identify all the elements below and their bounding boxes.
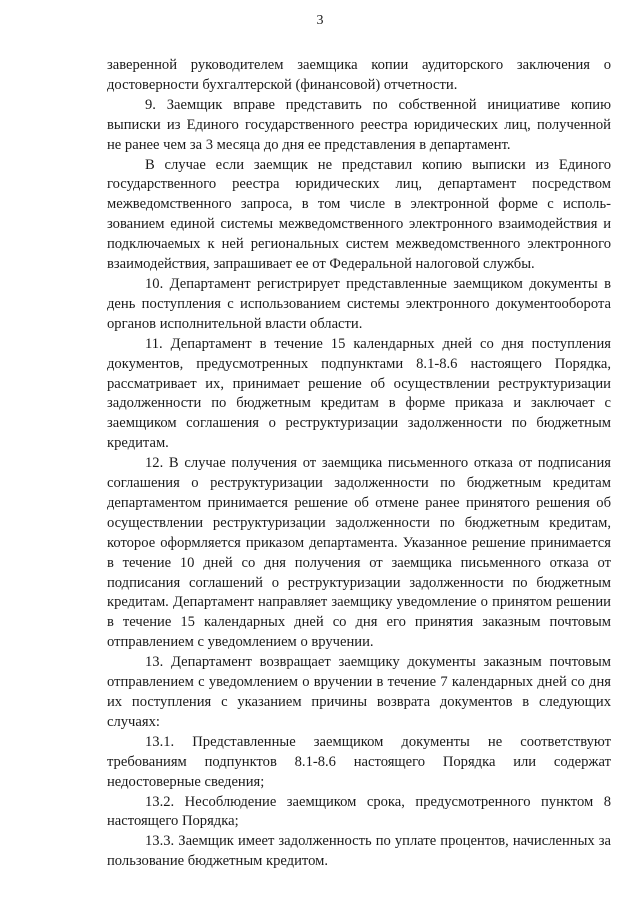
paragraph-item-9: 9. Заемщик вправе представить по собственной инициативе копию выписки из Единого государственного реестра юридических лиц, полученной не ранее чем за 3 месяца до дня ее представления в департамент. [107,96,611,153]
paragraph-item-12: 12. В случае получения от заемщика письменного отказа от подписания соглашения о реструктуризации задолженности по бюджетным кредитам департаментом принимается решение об отмене ранее принятого решения об осуществлении реструктуризации задолженности по бюджетным кредитам, которое оформляется приказом департамента. Указанное решение принимается в течение 10 дней со дня получения от заемщика письменного отказа от подписания соглашений о реструктуризации задолженности по бюджетным кредитам. Департамент направляет заемщику уведомление о принятом решении в течение 15 календарных дней со дня его принятия заказным почтовым отправлением с уведомлением о вручении. [107,455,611,651]
page-number: 3 [316,13,324,28]
paragraph-item-13-2: 13.2. Несоблюдение заемщиком срока, предусмотренного пунктом 8 настоящего Порядка; [107,793,611,830]
paragraph-item-11: 11. Департамент в течение 15 календарных дней со дня поступления документов, предусмотренных подпунктами 8.1-8.6 настоящего Порядка, рассматривает их, принимает решение об осуществлении реструктуризации задолженности по бюджетным кредитам в форме приказа и заключает с заемщиком соглашения о реструктуризации задолженности по бюджетным кредитам. [107,335,611,452]
paragraph-continuation: заверенной руководителем заемщика копии аудиторского заключения о достоверности бухгалтерской (финансовой) отчетности. [107,57,611,93]
paragraph-item-13-3: 13.3. Заемщик имеет задолженность по уплате процентов, начисленных за пользование бюджетным кредитом. [107,833,611,870]
document-body [107,56,611,872]
paragraph-item-13: 13. Департамент возвращает заемщику документы заказным почтовым отправлением с уведомлением о вручении в течение 7 календарных дней со дня их поступления с указанием причины возврата документов в следующих случаях: [107,654,611,730]
paragraph-item-13-1: 13.1. Представленные заемщиком документы не соответствуют требованиям подпунктов 8.1-8.6 настоящего Порядка или содержат недостоверные сведения; [107,733,611,790]
paragraph-item-9-note: В случае если заемщик не представил копию выписки из Единого государственного реестра юридических лиц, департамент посредством межведомственного запроса, в том числе в электронной форме с использованием единой системы межведомственного электронного взаимодействия и подключаемых к ней региональных систем межведомственного электронного взаимодействия, запрашивает ее от Федеральной налоговой службы. [107,156,611,273]
paragraph-item-10: 10. Департамент регистрирует представленные заемщиком документы в день поступления с использованием системы электронного документооборота органов исполнительной власти области. [107,275,611,332]
